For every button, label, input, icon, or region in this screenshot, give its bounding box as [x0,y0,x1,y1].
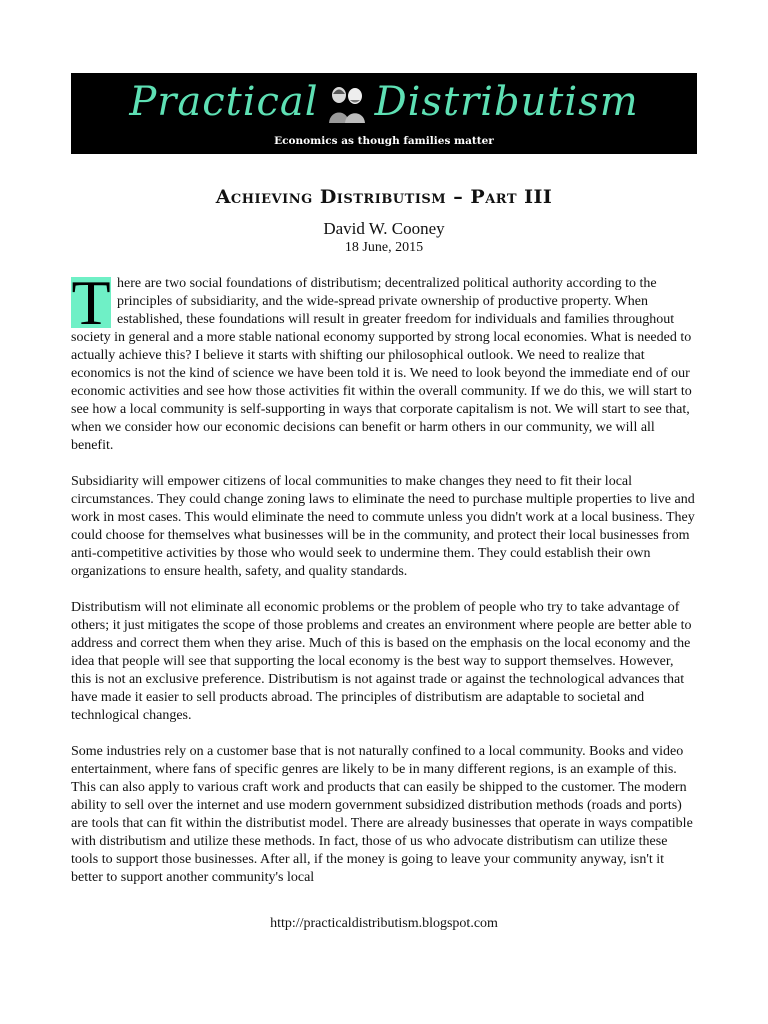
paragraph-1-text: here are two social foundations of distributism; decentralized political authority according to the principles of subsidiarity, and the wide-spread private ownership of productive property. When established, these foundations will result in greater freedom for individuals and families throughout society in general and a more stable national economy supported by strong local economies. What is needed to actually achieve this? I believe it starts with shifting our philosophical outlook. We need to realize that economics is not the kind of science we have been told it is. We need to look beyond the immediate end of our economic activities and see how those activities fit within the overall community. If we do this, we will start to see how a local community is self-supporting in ways that corporate capitalism is not. We will start to see that, when we consider how our economic decisions can benefit or harm others in our community, we will all benefit. [71,276,692,453]
masthead-title [71,79,697,125]
masthead-word-practical: Practical [129,79,319,125]
paragraph-3: Distributism will not eliminate all economic problems or the problem of people who try to take advantage of others; it just mitigates the scope of those problems and creates an environment where people are better able to address and correct them when they arise. Much of this is based on the emphasis on the local economy and the idea that people will see that supporting the local economy is the best way to support themselves. However, this is not an exclusive preference. Distributism is not against trade or against the technological advances that have made it easier to sell products abroad. The principles of distributism are adaptable to societal and technlogical changes. [71,600,692,723]
paragraph-1 [71,267,697,455]
article-body [71,267,697,905]
drop-cap: T [71,267,111,338]
article-author: David W. Cooney [323,219,445,238]
paragraph-2: Subsidiarity will empower citizens of local communities to make changes they need to fit their local circumstances. They could change zoning laws to eliminate the need to purchase multiple properties to live and work in most cases. This would eliminate the need to commute unless you didn't work at a local business. They could choose for themselves what businesses will be in the community, and protect their local businesses from anti-competitive activities by those who would seek to undermine them. They could establish their own organizations to ensure health, safety, and quality standards. [71,474,695,579]
masthead-word-distributism: Distributism [374,79,639,125]
paragraph-4: Some industries rely on a customer base that is not naturally confined to a local community. Books and video entertainment, where fans of specific genres are likely to be in many different regions, is an example of this. This can also apply to various craft work and products that can easily be shipped to the customer. The modern ability to sell over the internet and use modern government subsidized distribution methods (roads and ports) are tools that can fit within the distributist model. There are already businesses that operate in ways compatible with distributism and utilize these methods. In fact, those of us who advocate distributism can utilize these tools to support those businesses. After all, if the money is going to leave your community anyway, isn't it better to support another community's local [71,744,693,885]
masthead-banner [71,73,697,154]
article-title: Achieving Distributism – Part III [215,186,553,208]
footer-url: http://practicaldistributism.blogspot.com [270,916,498,931]
masthead-tagline: Economics as though families matter [274,135,494,147]
article-date: 18 June, 2015 [344,240,424,255]
portraits-icon [327,81,367,123]
